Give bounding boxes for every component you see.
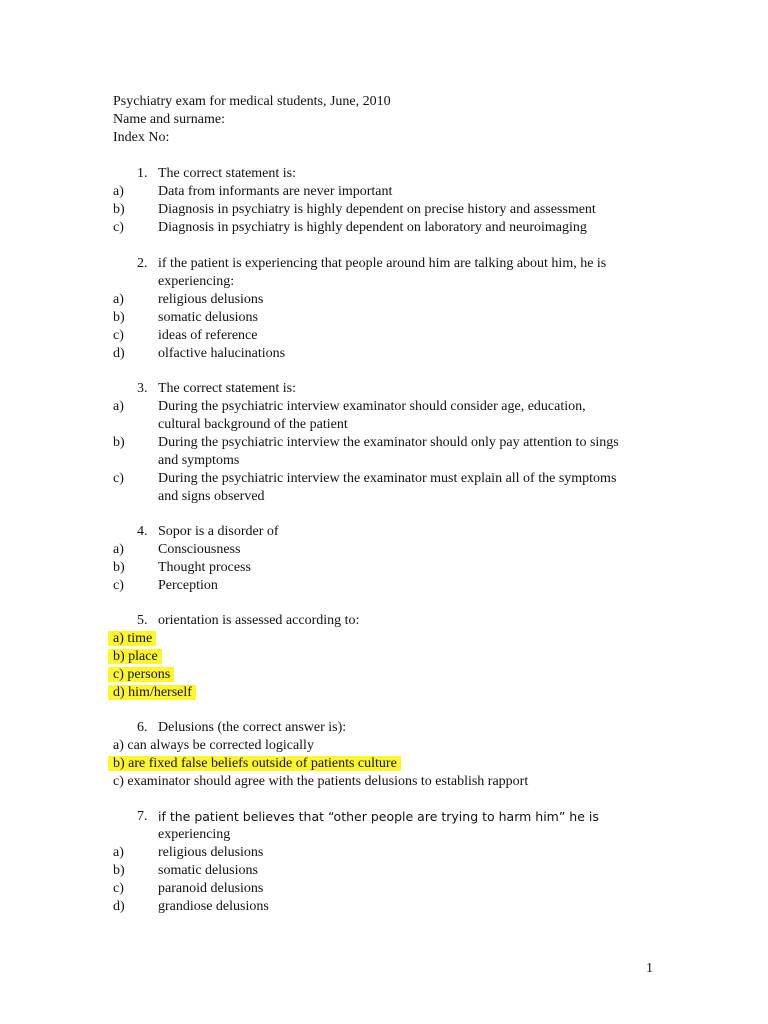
option-text-highlighted: b) are fixed false beliefs outside of patients culture bbox=[108, 756, 401, 771]
question-text: Sopor is a disorder of bbox=[158, 524, 279, 539]
question-number: 4. bbox=[137, 524, 148, 539]
option-text: religious delusions bbox=[158, 845, 264, 860]
question-text: The correct statement is: bbox=[158, 381, 296, 396]
question-text: The correct statement is: bbox=[158, 166, 296, 181]
name-label: Name and surname: bbox=[113, 112, 225, 127]
option-text: somatic delusions bbox=[158, 863, 258, 878]
option-text: ideas of reference bbox=[158, 328, 258, 343]
question-number: 6. bbox=[137, 720, 148, 735]
option-letter: c) bbox=[113, 328, 124, 343]
question-text: if the patient believes that “other people are trying to harm him” he is bbox=[158, 809, 599, 824]
option-letter: c) bbox=[113, 220, 124, 235]
option-letter: d) bbox=[113, 899, 125, 914]
option-text: During the psychiatric interview the examinator must explain all of the symptoms bbox=[158, 471, 617, 486]
exam-title: Psychiatry exam for medical students, June, 2010 bbox=[113, 94, 391, 109]
question-text: experiencing bbox=[158, 827, 231, 842]
option-line bbox=[108, 684, 196, 702]
option-text: During the psychiatric interview the examinator should only pay attention to sings bbox=[158, 435, 619, 450]
option-text: During the psychiatric interview examinator should consider age, education, bbox=[158, 399, 586, 414]
question-text: Delusions (the correct answer is): bbox=[158, 720, 347, 735]
option-text-highlighted: d) him/herself bbox=[108, 685, 196, 700]
option-text: Thought process bbox=[158, 560, 251, 575]
option-text-highlighted: b) place bbox=[108, 649, 162, 664]
question-text: experiencing: bbox=[158, 274, 235, 289]
option-text: olfactive halucinations bbox=[158, 346, 286, 361]
option-letter: b) bbox=[113, 435, 125, 450]
option-letter: b) bbox=[113, 560, 125, 575]
page-number: 1 bbox=[646, 961, 653, 976]
option-letter: b) bbox=[113, 863, 125, 878]
question-text: orientation is assessed according to: bbox=[158, 613, 360, 628]
question-number: 1. bbox=[137, 166, 148, 181]
option-line bbox=[108, 648, 162, 666]
option-letter: c) bbox=[113, 471, 124, 486]
option-line bbox=[108, 755, 401, 773]
option-text: cultural background of the patient bbox=[158, 417, 348, 432]
question-text: if the patient is experiencing that people around him are talking about him, he is bbox=[158, 256, 607, 271]
option-text: a) can always be corrected logically bbox=[113, 738, 314, 753]
option-letter: a) bbox=[113, 542, 124, 557]
question-number: 3. bbox=[137, 381, 148, 396]
option-letter: a) bbox=[113, 184, 124, 199]
option-text: Perception bbox=[158, 578, 218, 593]
option-letter: c) bbox=[113, 578, 124, 593]
option-text: paranoid delusions bbox=[158, 881, 264, 896]
option-text: grandiose delusions bbox=[158, 899, 269, 914]
option-letter: a) bbox=[113, 845, 124, 860]
option-text-highlighted: c) persons bbox=[108, 667, 174, 682]
option-text: Diagnosis in psychiatry is highly dependent on laboratory and neuroimaging bbox=[158, 220, 587, 235]
option-text: Data from informants are never important bbox=[158, 184, 393, 199]
option-text: religious delusions bbox=[158, 292, 264, 307]
question-number: 5. bbox=[137, 613, 148, 628]
index-label: Index No: bbox=[113, 130, 170, 145]
question-number: 2. bbox=[137, 256, 148, 271]
option-letter: d) bbox=[113, 346, 125, 361]
option-text: Diagnosis in psychiatry is highly dependent on precise history and assessment bbox=[158, 202, 596, 217]
option-text: somatic delusions bbox=[158, 310, 258, 325]
option-text-highlighted: a) time bbox=[108, 631, 156, 646]
option-text: and signs observed bbox=[158, 489, 265, 504]
option-letter: b) bbox=[113, 310, 125, 325]
option-letter: b) bbox=[113, 202, 125, 217]
option-text: c) examinator should agree with the patients delusions to establish rapport bbox=[113, 774, 529, 789]
option-text: and symptoms bbox=[158, 453, 240, 468]
option-text: Consciousness bbox=[158, 542, 241, 557]
option-letter: a) bbox=[113, 399, 124, 414]
option-line bbox=[108, 630, 156, 648]
option-line bbox=[108, 666, 174, 684]
option-letter: a) bbox=[113, 292, 124, 307]
question-number: 7. bbox=[137, 809, 148, 824]
option-letter: c) bbox=[113, 881, 124, 896]
